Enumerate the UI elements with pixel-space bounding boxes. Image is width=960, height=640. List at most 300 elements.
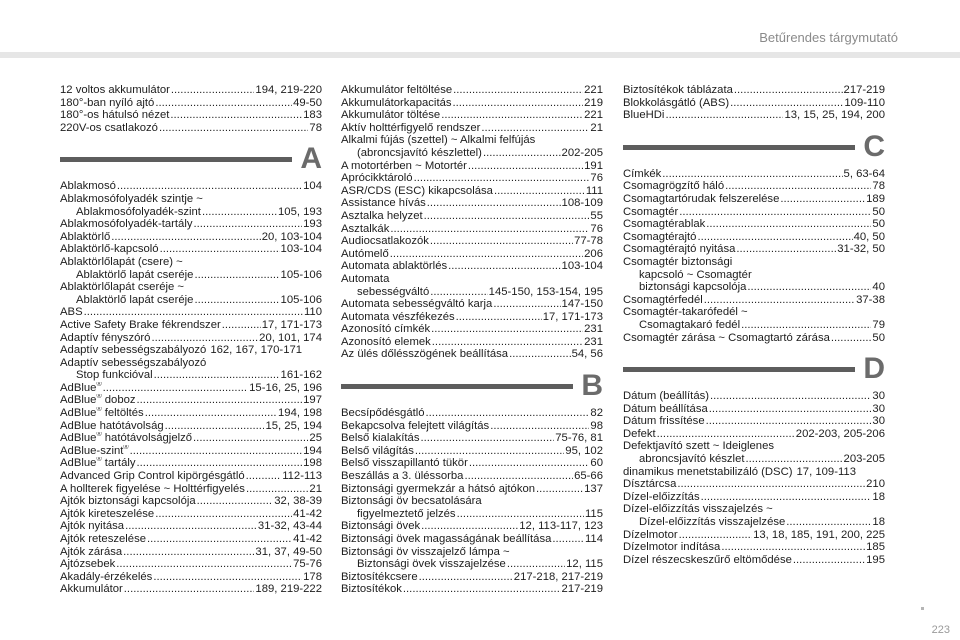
entry-term bbox=[623, 554, 792, 567]
leader-dots bbox=[701, 491, 872, 504]
entry-term-text: Ablaktörlő-kapcsoló bbox=[60, 243, 159, 256]
entry-pages: 183 bbox=[303, 109, 322, 122]
entry-term-text: Biztosítékok bbox=[341, 583, 402, 596]
entry-term-text: Akkumulátor feltöltése bbox=[341, 84, 453, 96]
entry-term bbox=[60, 243, 159, 256]
entry-term-text: Adaptív sebességszabályozó bbox=[60, 356, 207, 369]
leader-dots bbox=[194, 218, 303, 231]
leader-dots bbox=[490, 420, 589, 433]
entry-pages: 65-66 bbox=[574, 470, 603, 483]
entry-pages: 105, 193 bbox=[278, 205, 322, 218]
leader-dots bbox=[697, 231, 852, 244]
leader-dots bbox=[448, 260, 560, 273]
entry-term-text: Akadály-érzékelés bbox=[60, 570, 153, 583]
entry-term-text: Asztalkák bbox=[341, 222, 390, 235]
entry-term bbox=[623, 243, 735, 256]
entry-term-text: Azonosító elemek bbox=[341, 335, 431, 348]
entry-term bbox=[60, 533, 146, 546]
leader-dots bbox=[130, 445, 303, 458]
index-entry bbox=[623, 440, 885, 453]
entry-term bbox=[60, 420, 164, 433]
registered-mark: ® bbox=[96, 432, 102, 439]
entry-term bbox=[357, 558, 506, 571]
entry-term bbox=[341, 109, 440, 122]
index-entry bbox=[623, 554, 885, 567]
entry-pages: 217-219 bbox=[843, 84, 885, 96]
entry-term-text: Automata sebességváltó karja bbox=[341, 298, 493, 311]
entry-term-text: AdBlue bbox=[60, 394, 97, 407]
entry-term-text: Automata ablaktörlés bbox=[341, 260, 448, 273]
entry-term-text: Csomagtartórudak felszerelése bbox=[623, 192, 780, 205]
entry-pages: 98 bbox=[590, 419, 603, 432]
entry-term-text: Dátum beállítása bbox=[623, 402, 708, 415]
entry-pages: 79 bbox=[872, 318, 885, 331]
index-entry bbox=[341, 558, 603, 571]
entry-pages: 17, 171-173 bbox=[542, 310, 603, 323]
index-entry bbox=[60, 344, 322, 357]
leader-dots bbox=[469, 457, 590, 470]
entry-term-text: Alkalmi fújás (szettel) ~ Alkalmi felfújás bbox=[341, 134, 536, 147]
index-entry bbox=[60, 180, 322, 193]
leader-dots bbox=[679, 529, 752, 542]
section-divider bbox=[341, 384, 573, 389]
entry-term bbox=[623, 218, 705, 231]
entry-term-text: Ablakmosó bbox=[60, 180, 116, 193]
entry-term bbox=[60, 546, 122, 559]
leader-dots bbox=[665, 109, 783, 122]
entry-term-text: Csomagtérablak bbox=[623, 218, 706, 231]
entry-term-text: kapcsoló ~ Csomagtér bbox=[639, 268, 752, 281]
section-divider bbox=[60, 157, 292, 162]
entry-term-text: Dízel részecskeszűrő eltömődése bbox=[623, 553, 792, 566]
entry-term bbox=[60, 457, 136, 470]
leader-dots bbox=[747, 281, 871, 294]
index-entry bbox=[60, 382, 322, 395]
entry-pages: 30 bbox=[872, 402, 885, 415]
entry-term-text: Adaptív sebességszabályozó bbox=[60, 344, 207, 357]
entry-term bbox=[60, 520, 124, 533]
leader-dots bbox=[721, 541, 865, 554]
index-entry bbox=[60, 269, 322, 282]
leader-dots bbox=[193, 432, 308, 445]
entry-pages: 15-16, 25, 196 bbox=[249, 381, 322, 394]
index-entry bbox=[60, 218, 322, 231]
entry-term bbox=[623, 294, 703, 307]
entry-term bbox=[623, 256, 732, 269]
entry-pages: 111 bbox=[585, 184, 603, 197]
entry-term-text: figyelmeztető jelzés bbox=[357, 507, 456, 520]
index-entry bbox=[341, 571, 603, 584]
index-entry bbox=[60, 256, 322, 269]
leader-dots bbox=[786, 516, 871, 529]
index-entry bbox=[623, 109, 885, 122]
entry-term bbox=[341, 172, 413, 185]
entry-pages: 50 bbox=[872, 205, 885, 218]
entry-pages: 31, 37, 49-50 bbox=[255, 545, 322, 558]
entry-term bbox=[60, 193, 203, 206]
index-entry bbox=[60, 483, 322, 496]
entry-pages: 31-32, 50 bbox=[837, 243, 885, 256]
entry-term bbox=[623, 415, 705, 428]
index-entry bbox=[341, 483, 603, 496]
leader-dots bbox=[421, 432, 555, 445]
entry-term bbox=[60, 394, 136, 407]
index-entry bbox=[623, 281, 885, 294]
entry-term-text: Automata vészfékezés bbox=[341, 310, 455, 323]
entry-pages: 219 bbox=[584, 96, 603, 109]
entry-term-text: Belső világítás bbox=[341, 444, 414, 457]
leader-dots bbox=[154, 369, 280, 382]
entry-term bbox=[341, 260, 447, 273]
entry-term bbox=[639, 516, 785, 529]
leader-dots bbox=[246, 470, 282, 483]
entry-term-suffix: doboz bbox=[101, 394, 136, 407]
entry-pages: 41-42 bbox=[293, 533, 322, 545]
entry-pages: 95, 102 bbox=[565, 444, 603, 457]
leader-dots bbox=[419, 571, 513, 584]
entry-term bbox=[623, 180, 724, 193]
entry-term-text: Blokkolásgátló (ABS) bbox=[623, 96, 730, 109]
entry-pages: 203-205 bbox=[843, 453, 885, 466]
leader-dots bbox=[390, 223, 589, 236]
entry-term-text: Ajtók zárása bbox=[60, 545, 123, 558]
leader-dots bbox=[494, 185, 585, 198]
entry-term-text: Ajtók reteszelése bbox=[60, 533, 147, 545]
index-entry bbox=[341, 84, 603, 97]
leader-dots bbox=[125, 520, 257, 533]
entry-term-text: Biztonsági gyermekzár a hátsó ajtókon bbox=[341, 482, 536, 495]
entry-pages: 193 bbox=[303, 218, 322, 231]
entry-term-text: Csomagtér bbox=[623, 205, 679, 218]
entry-pages: 194, 219-220 bbox=[255, 84, 322, 96]
leader-dots bbox=[147, 533, 292, 546]
entry-term-text: Audiocsatlakozók bbox=[341, 235, 429, 248]
leader-dots bbox=[426, 407, 590, 420]
entry-term-text: Belső visszapillantó tükör bbox=[341, 457, 468, 470]
registered-mark: ® bbox=[96, 381, 102, 389]
index-column-1 bbox=[60, 84, 322, 596]
entry-term bbox=[60, 583, 123, 596]
index-entry bbox=[623, 180, 885, 193]
index-entry bbox=[341, 445, 603, 458]
index-entry bbox=[60, 97, 322, 110]
entry-term bbox=[76, 294, 193, 307]
entry-term bbox=[341, 546, 510, 559]
entry-pages: 40, 50 bbox=[853, 230, 885, 243]
entry-pages: 76 bbox=[590, 172, 603, 185]
entry-term bbox=[623, 168, 661, 181]
entry-term-suffix: feltöltés bbox=[101, 407, 144, 420]
entry-term bbox=[341, 470, 463, 483]
leader-dots bbox=[431, 323, 583, 336]
entry-term-text: Bekapcsolva felejtett világítás bbox=[341, 419, 490, 432]
index-entry bbox=[623, 453, 885, 466]
entry-pages: 189 bbox=[866, 192, 885, 205]
leader-dots bbox=[197, 495, 274, 508]
entry-pages: 5, 63-64 bbox=[843, 167, 885, 180]
entry-term bbox=[60, 281, 184, 294]
entry-pages: 50 bbox=[872, 218, 885, 231]
entry-term bbox=[341, 185, 493, 198]
index-entry bbox=[60, 583, 322, 596]
index-entry bbox=[623, 390, 885, 403]
leader-dots bbox=[153, 571, 302, 584]
entry-pages: 105-106 bbox=[280, 268, 322, 281]
entry-term-text: Ajtózsebek bbox=[60, 558, 116, 571]
index-entry bbox=[341, 260, 603, 273]
entry-term bbox=[341, 298, 492, 311]
index-entry bbox=[623, 206, 885, 219]
entry-term-text: ASR/CDS (ESC) kikapcsolása bbox=[341, 184, 493, 197]
entry-pages: 78 bbox=[309, 121, 322, 134]
leader-dots bbox=[706, 415, 872, 428]
entry-pages: 194 bbox=[303, 444, 322, 457]
index-entry bbox=[60, 470, 322, 483]
entry-term bbox=[341, 407, 425, 420]
leader-dots bbox=[194, 269, 279, 282]
entry-term bbox=[623, 306, 748, 319]
entry-term bbox=[341, 197, 426, 210]
index-entry bbox=[60, 84, 322, 97]
leader-dots bbox=[536, 483, 583, 496]
entry-term-text: Ablakmosófolyadék szintje ~ bbox=[60, 192, 203, 205]
entry-term bbox=[341, 348, 508, 361]
index-entry bbox=[341, 223, 603, 236]
index-entry bbox=[60, 206, 322, 219]
index-entry bbox=[623, 529, 885, 542]
entry-term-text: Dízelmotor indítása bbox=[623, 541, 721, 554]
entry-term bbox=[341, 223, 389, 236]
leader-dots bbox=[159, 122, 308, 135]
entry-term-text: Ablaktörlőlapát (csere) ~ bbox=[60, 255, 183, 268]
entry-pages: 103-104 bbox=[280, 243, 322, 256]
leader-dots bbox=[137, 394, 303, 407]
entry-term bbox=[341, 483, 535, 496]
entry-term bbox=[60, 382, 102, 395]
entry-term-text: AdBlue hatótávolság bbox=[60, 419, 164, 432]
index-entry bbox=[60, 281, 322, 294]
index-entry bbox=[60, 571, 322, 584]
index-entry bbox=[623, 319, 885, 332]
entry-term bbox=[341, 84, 452, 97]
entry-pages: 20, 103-104 bbox=[261, 230, 322, 243]
entry-term bbox=[60, 84, 170, 97]
header-bar bbox=[0, 52, 960, 58]
leader-dots bbox=[741, 319, 871, 332]
entry-pages: 202-205 bbox=[561, 146, 603, 159]
index-entry bbox=[60, 319, 322, 332]
index-entry bbox=[623, 269, 885, 282]
index-entry bbox=[623, 332, 885, 345]
leader-dots bbox=[124, 583, 255, 596]
leader-dots bbox=[165, 420, 265, 433]
leader-dots bbox=[116, 558, 292, 571]
entry-term-text: Autómelő bbox=[341, 247, 389, 260]
entry-term-text: Dízel-előizzítás visszajelzés ~ bbox=[623, 503, 773, 516]
entry-term bbox=[623, 491, 700, 504]
entry-pages: 50 bbox=[872, 331, 885, 344]
leader-dots bbox=[222, 319, 261, 332]
entry-pages: 217-218, 217-219 bbox=[513, 570, 603, 583]
index-entry bbox=[623, 415, 885, 428]
leader-dots bbox=[483, 147, 561, 160]
entry-term bbox=[60, 109, 169, 122]
entry-term-text: AdBlue-szint bbox=[60, 444, 124, 457]
entry-pages: 75-76, 81 bbox=[555, 432, 603, 445]
index-entry bbox=[60, 306, 322, 319]
index-entry bbox=[60, 243, 322, 256]
entry-term-text: Aktív holttérfigyelő rendszer bbox=[341, 121, 481, 134]
entry-term-text: Beszállás a 3. üléssorba bbox=[341, 470, 464, 483]
leader-dots bbox=[710, 390, 871, 403]
entry-term bbox=[60, 122, 158, 135]
entry-pages: 40 bbox=[872, 281, 885, 294]
entry-pages: 231 bbox=[584, 323, 603, 336]
index-entry bbox=[341, 457, 603, 470]
entry-pages: 162, 167, 170-171 bbox=[210, 344, 303, 357]
index-entry bbox=[60, 407, 322, 420]
leader-dots bbox=[746, 453, 843, 466]
entry-term bbox=[341, 311, 455, 324]
entry-pages: 210 bbox=[866, 478, 885, 491]
leader-dots bbox=[468, 160, 583, 173]
entry-pages: 189, 219-222 bbox=[255, 583, 322, 596]
entry-term-text: Ajtók kireteszelése bbox=[60, 507, 155, 520]
entry-term-text: 180°-ban nyíló ajtó bbox=[60, 96, 155, 109]
entry-term-text: Csomagrögzítő háló bbox=[623, 180, 725, 193]
index-entry bbox=[623, 218, 885, 231]
index-entry bbox=[341, 97, 603, 110]
entry-pages: 31-32, 43-44 bbox=[257, 520, 322, 533]
entry-term bbox=[357, 508, 456, 521]
index-entry bbox=[60, 420, 322, 433]
entry-term bbox=[623, 428, 656, 441]
entry-pages: 17, 171-173 bbox=[261, 318, 322, 331]
entry-term-text: Az ülés dőlésszögének beállítása bbox=[341, 348, 509, 361]
entry-term bbox=[341, 432, 420, 445]
index-entry bbox=[623, 193, 885, 206]
entry-pages: 217-219 bbox=[561, 583, 603, 596]
entry-term-suffix: hatótávolságjelző bbox=[101, 432, 193, 445]
entry-term bbox=[341, 457, 468, 470]
entry-term bbox=[341, 323, 430, 336]
leader-dots bbox=[111, 231, 260, 244]
entry-term bbox=[341, 445, 414, 458]
entry-term-text: Biztosítékcsere bbox=[341, 570, 418, 583]
leader-dots bbox=[430, 235, 573, 248]
leader-dots bbox=[706, 218, 871, 231]
leader-dots bbox=[730, 97, 843, 110]
index-entry bbox=[341, 311, 603, 324]
entry-term bbox=[623, 403, 708, 416]
leader-dots bbox=[453, 97, 584, 110]
section-divider bbox=[623, 367, 855, 372]
leader-dots bbox=[441, 109, 583, 122]
registered-mark: ® bbox=[96, 457, 102, 464]
leader-dots bbox=[390, 248, 583, 261]
section-letter: D bbox=[863, 352, 885, 386]
entry-term-text: Dízelmotor bbox=[623, 528, 678, 541]
index-entry bbox=[341, 583, 603, 596]
leader-dots bbox=[155, 97, 292, 110]
entry-term bbox=[60, 495, 196, 508]
index-entry bbox=[623, 84, 885, 97]
entry-pages: 41-42 bbox=[293, 507, 322, 520]
entry-pages: 112-113 bbox=[282, 470, 322, 483]
entry-term bbox=[60, 332, 150, 345]
entry-pages: 21 bbox=[309, 482, 322, 495]
entry-term-text: 180°-os hátulsó nézet bbox=[60, 109, 170, 122]
entry-pages: 37-38 bbox=[856, 293, 885, 306]
entry-term bbox=[639, 453, 745, 466]
entry-term bbox=[623, 529, 678, 542]
leader-dots bbox=[662, 168, 842, 181]
entry-pages: 231 bbox=[584, 335, 603, 348]
entry-term-text: Ablakmosófolyadék-szint bbox=[76, 205, 201, 218]
entry-term-text: Automata bbox=[341, 272, 390, 285]
entry-pages: 75-76 bbox=[293, 558, 322, 571]
entry-term-text: AdBlue bbox=[60, 432, 97, 445]
index-entry bbox=[341, 235, 603, 248]
entry-term bbox=[60, 319, 221, 332]
entry-term bbox=[60, 508, 154, 521]
entry-term-text: Ablaktörlőlapát cseréje ~ bbox=[60, 281, 185, 294]
entry-term bbox=[341, 160, 467, 173]
entry-term bbox=[341, 533, 551, 546]
entry-term-text: A hollterek figyelése ~ Holttérfigyelés bbox=[60, 482, 245, 495]
entry-term bbox=[623, 231, 696, 244]
leader-dots bbox=[160, 243, 280, 256]
index-column-3 bbox=[623, 84, 885, 566]
index-entry bbox=[60, 109, 322, 122]
entry-term bbox=[341, 134, 535, 147]
entry-term bbox=[76, 206, 201, 219]
leader-dots bbox=[427, 197, 561, 210]
index-entry bbox=[341, 348, 603, 361]
index-entry bbox=[341, 172, 603, 185]
entry-term bbox=[639, 269, 752, 282]
entry-term-text: Asztalka helyzet bbox=[341, 209, 423, 222]
entry-term-text: Csomagtér biztonsági bbox=[623, 255, 733, 268]
entry-term-text: ABS bbox=[60, 306, 83, 319]
entry-term bbox=[60, 97, 154, 110]
entry-term-text: Ajtók nyitása bbox=[60, 520, 125, 533]
index-entry bbox=[341, 197, 603, 210]
index-entry bbox=[623, 466, 885, 479]
entry-term-text: (abroncsjavító készlettel) bbox=[357, 146, 482, 159]
entry-term bbox=[341, 235, 429, 248]
entry-pages: 145-150, 153-154, 195 bbox=[488, 285, 603, 298]
index-entry bbox=[623, 491, 885, 504]
entry-term bbox=[341, 495, 482, 508]
index-entry bbox=[341, 407, 603, 420]
entry-term bbox=[60, 344, 206, 357]
index-entry bbox=[341, 336, 603, 349]
index-entry bbox=[623, 168, 885, 181]
entry-pages: 114 bbox=[584, 533, 603, 545]
entry-term bbox=[623, 84, 733, 97]
registered-mark: ® bbox=[96, 394, 102, 401]
index-entry bbox=[341, 109, 603, 122]
index-entry bbox=[341, 298, 603, 311]
entry-term bbox=[341, 210, 423, 223]
entry-term bbox=[60, 231, 110, 244]
leader-dots bbox=[709, 403, 872, 416]
entry-pages: 108-109 bbox=[561, 197, 603, 210]
section-divider bbox=[623, 145, 855, 150]
entry-term bbox=[639, 281, 746, 294]
entry-term-text: Dízel-előizzítás bbox=[623, 490, 700, 503]
